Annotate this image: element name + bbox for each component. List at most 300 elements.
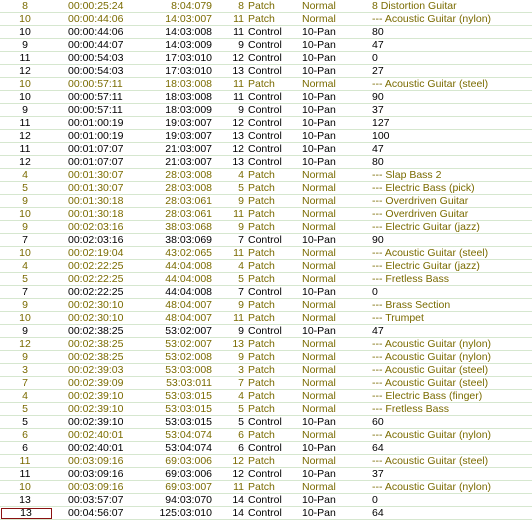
event-row[interactable] [0, 13, 532, 26]
time-cell[interactable]: 00:02:40:01 [68, 429, 124, 441]
track-cell[interactable]: 11 [19, 455, 31, 467]
event-row[interactable] [0, 104, 532, 117]
track-cell[interactable]: 6 [22, 429, 28, 441]
mbt-cell[interactable]: 14:03:008 [165, 26, 212, 38]
mbt-cell[interactable]: 48:04:007 [165, 299, 212, 311]
channel-cell[interactable]: 4 [238, 169, 244, 181]
event-row[interactable] [0, 273, 532, 286]
time-cell[interactable]: 00:02:03:16 [68, 221, 124, 233]
data2-cell[interactable]: --- Fretless Bass [372, 273, 450, 285]
time-cell[interactable]: 00:02:22:25 [68, 273, 124, 285]
event-row[interactable] [0, 195, 532, 208]
channel-cell[interactable]: 3 [238, 364, 244, 376]
event-row[interactable] [0, 260, 532, 273]
track-cell[interactable]: 9 [22, 104, 28, 116]
channel-cell[interactable]: 13 [232, 156, 244, 168]
time-cell[interactable]: 00:02:30:10 [68, 299, 124, 311]
kind-cell[interactable]: Patch [248, 390, 275, 402]
kind-cell[interactable]: Control [248, 104, 282, 116]
kind-cell[interactable]: Patch [248, 364, 275, 376]
data2-cell[interactable]: --- Acoustic Guitar (nylon) [372, 429, 492, 441]
mbt-cell[interactable]: 28:03:061 [165, 208, 212, 220]
mbt-cell[interactable]: 53:03:015 [165, 416, 212, 428]
event-row[interactable] [0, 39, 532, 52]
kind-cell[interactable]: Patch [248, 78, 275, 90]
data1-cell[interactable]: Normal [302, 195, 336, 207]
channel-cell[interactable]: 4 [238, 260, 244, 272]
data1-cell[interactable]: Normal [302, 299, 336, 311]
event-row[interactable] [0, 325, 532, 338]
track-cell[interactable]: 10 [19, 312, 31, 324]
channel-cell[interactable]: 5 [238, 416, 244, 428]
data1-cell[interactable]: 10-Pan [302, 468, 336, 480]
time-cell[interactable]: 00:01:30:07 [68, 182, 124, 194]
track-cell[interactable]: 5 [22, 403, 28, 415]
track-cell[interactable]: 10 [19, 208, 31, 220]
data2-cell[interactable]: --- Electric Guitar (jazz) [372, 260, 480, 272]
channel-cell[interactable]: 9 [238, 104, 244, 116]
kind-cell[interactable]: Control [248, 130, 282, 142]
channel-cell[interactable]: 11 [233, 13, 244, 25]
kind-cell[interactable]: Patch [248, 195, 275, 207]
mbt-cell[interactable]: 21:03:007 [165, 143, 212, 155]
track-cell[interactable]: 11 [19, 468, 31, 480]
kind-cell[interactable]: Control [248, 65, 282, 77]
data2-cell[interactable]: 80 [372, 26, 384, 38]
track-cell[interactable]: 5 [22, 416, 28, 428]
data1-cell[interactable]: 10-Pan [302, 130, 336, 142]
time-cell[interactable]: 00:00:25:24 [68, 0, 124, 12]
channel-cell[interactable]: 12 [232, 143, 244, 155]
data1-cell[interactable]: Normal [302, 312, 336, 324]
data2-cell[interactable]: --- Slap Bass 2 [372, 169, 442, 181]
mbt-cell[interactable]: 53:03:008 [165, 364, 212, 376]
track-cell[interactable]: 9 [22, 351, 28, 363]
mbt-cell[interactable]: 18:03:009 [165, 104, 212, 116]
event-row-selected[interactable] [0, 507, 532, 520]
data1-cell[interactable]: Normal [302, 182, 336, 194]
track-cell[interactable]: 13 [20, 507, 32, 519]
data1-cell[interactable]: Normal [302, 455, 336, 467]
time-cell[interactable]: 00:02:39:10 [68, 416, 124, 428]
data2-cell[interactable]: 8 Distortion Guitar [372, 0, 457, 12]
channel-cell[interactable]: 7 [238, 234, 244, 246]
mbt-cell[interactable]: 28:03:008 [165, 169, 212, 181]
track-cell[interactable]: 10 [19, 91, 31, 103]
time-cell[interactable]: 00:02:39:09 [68, 377, 124, 389]
kind-cell[interactable]: Control [248, 325, 282, 337]
time-cell[interactable]: 00:04:56:07 [68, 507, 124, 519]
channel-cell[interactable]: 12 [232, 455, 244, 467]
kind-cell[interactable]: Control [248, 468, 282, 480]
channel-cell[interactable]: 9 [238, 351, 244, 363]
time-cell[interactable]: 00:00:54:03 [68, 52, 124, 64]
mbt-cell[interactable]: 18:03:008 [165, 78, 212, 90]
event-row[interactable] [0, 52, 532, 65]
mbt-cell[interactable]: 19:03:007 [165, 117, 212, 129]
kind-cell[interactable]: Patch [248, 221, 275, 233]
time-cell[interactable]: 00:02:38:25 [68, 338, 124, 350]
data2-cell[interactable]: --- Trumpet [372, 312, 424, 324]
event-row[interactable] [0, 156, 532, 169]
event-row[interactable] [0, 390, 532, 403]
channel-cell[interactable]: 4 [238, 390, 244, 402]
event-row[interactable] [0, 26, 532, 39]
time-cell[interactable]: 00:02:38:25 [68, 325, 124, 337]
time-cell[interactable]: 00:01:07:07 [68, 156, 124, 168]
mbt-cell[interactable]: 17:03:010 [165, 65, 212, 77]
time-cell[interactable]: 00:02:39:10 [68, 390, 124, 402]
data2-cell[interactable]: 100 [372, 130, 390, 142]
data1-cell[interactable]: Normal [302, 403, 336, 415]
data2-cell[interactable]: 80 [372, 156, 384, 168]
event-row[interactable] [0, 494, 532, 507]
mbt-cell[interactable]: 28:03:008 [165, 182, 212, 194]
time-cell[interactable]: 00:02:40:01 [68, 442, 124, 454]
event-row[interactable] [0, 65, 532, 78]
kind-cell[interactable]: Patch [248, 208, 275, 220]
data1-cell[interactable]: Normal [302, 221, 336, 233]
track-cell[interactable]: 12 [19, 65, 31, 77]
event-row[interactable] [0, 247, 532, 260]
track-cell[interactable]: 10 [19, 481, 31, 493]
time-cell[interactable]: 00:00:57:11 [68, 91, 123, 103]
data1-cell[interactable]: Normal [302, 429, 336, 441]
event-row[interactable] [0, 364, 532, 377]
channel-cell[interactable]: 12 [232, 52, 244, 64]
data2-cell[interactable]: --- Overdriven Guitar [372, 208, 469, 220]
kind-cell[interactable]: Control [248, 286, 282, 298]
time-cell[interactable]: 00:02:22:25 [68, 286, 124, 298]
track-cell[interactable]: 12 [19, 338, 31, 350]
channel-cell[interactable]: 12 [232, 468, 244, 480]
mbt-cell[interactable]: 21:03:007 [165, 156, 212, 168]
mbt-cell[interactable]: 44:04:008 [165, 286, 212, 298]
time-cell[interactable]: 00:01:30:18 [68, 195, 124, 207]
time-cell[interactable]: 00:03:09:16 [68, 455, 124, 467]
kind-cell[interactable]: Control [248, 26, 282, 38]
event-row[interactable] [0, 0, 532, 13]
data2-cell[interactable]: --- Acoustic Guitar (steel) [372, 377, 489, 389]
mbt-cell[interactable]: 14:03:007 [165, 13, 212, 25]
kind-cell[interactable]: Patch [248, 299, 275, 311]
data2-cell[interactable]: --- Acoustic Guitar (nylon) [372, 351, 492, 363]
channel-cell[interactable]: 11 [233, 312, 244, 324]
channel-cell[interactable]: 7 [238, 286, 244, 298]
mbt-cell[interactable]: 53:02:007 [165, 338, 212, 350]
time-cell[interactable]: 00:02:03:16 [68, 234, 124, 246]
channel-cell[interactable]: 11 [233, 208, 244, 220]
data2-cell[interactable]: --- Electric Bass (finger) [372, 390, 483, 402]
time-cell[interactable]: 00:03:09:16 [68, 468, 124, 480]
data2-cell[interactable]: 90 [372, 234, 384, 246]
mbt-cell[interactable]: 53:02:008 [165, 351, 212, 363]
event-row[interactable] [0, 78, 532, 91]
mbt-cell[interactable]: 17:03:010 [165, 52, 212, 64]
mbt-cell[interactable]: 53:03:015 [165, 403, 212, 415]
channel-cell[interactable]: 7 [238, 377, 244, 389]
time-cell[interactable]: 00:02:19:04 [68, 247, 124, 259]
data1-cell[interactable]: Normal [302, 351, 336, 363]
channel-cell[interactable]: 11 [233, 78, 244, 90]
data1-cell[interactable]: Normal [302, 208, 336, 220]
data1-cell[interactable]: Normal [302, 169, 336, 181]
mbt-cell[interactable]: 38:03:069 [165, 234, 212, 246]
channel-cell[interactable]: 9 [238, 39, 244, 51]
track-cell[interactable]: 7 [22, 286, 28, 298]
kind-cell[interactable]: Control [248, 39, 282, 51]
track-cell[interactable]: 10 [19, 78, 31, 90]
data1-cell[interactable]: 10-Pan [302, 442, 336, 454]
mbt-cell[interactable]: 19:03:007 [165, 130, 212, 142]
kind-cell[interactable]: Patch [248, 338, 275, 350]
mbt-cell[interactable]: 53:03:015 [165, 390, 212, 402]
channel-cell[interactable]: 14 [232, 507, 244, 519]
event-row[interactable] [0, 403, 532, 416]
kind-cell[interactable]: Control [248, 52, 282, 64]
data2-cell[interactable]: --- Acoustic Guitar (steel) [372, 455, 489, 467]
data1-cell[interactable]: 10-Pan [302, 26, 336, 38]
data1-cell[interactable]: 10-Pan [302, 325, 336, 337]
channel-cell[interactable]: 13 [232, 130, 244, 142]
kind-cell[interactable]: Control [248, 507, 282, 519]
track-cell[interactable]: 9 [22, 195, 28, 207]
event-row[interactable] [0, 143, 532, 156]
mbt-cell[interactable]: 94:03:070 [165, 494, 212, 506]
event-row[interactable] [0, 91, 532, 104]
data1-cell[interactable]: Normal [302, 78, 336, 90]
kind-cell[interactable]: Patch [248, 351, 275, 363]
data1-cell[interactable]: 10-Pan [302, 91, 336, 103]
mbt-cell[interactable]: 43:02:065 [165, 247, 212, 259]
data2-cell[interactable]: 127 [372, 117, 390, 129]
data2-cell[interactable]: 37 [372, 104, 384, 116]
track-cell[interactable]: 11 [19, 143, 31, 155]
channel-cell[interactable]: 11 [233, 481, 244, 493]
kind-cell[interactable]: Control [248, 416, 282, 428]
track-cell[interactable]: 3 [22, 364, 28, 376]
data1-cell[interactable]: Normal [302, 481, 336, 493]
data2-cell[interactable]: --- Overdriven Guitar [372, 195, 469, 207]
kind-cell[interactable]: Control [248, 117, 282, 129]
data1-cell[interactable]: Normal [302, 390, 336, 402]
channel-cell[interactable]: 5 [238, 403, 244, 415]
track-cell[interactable]: 6 [22, 442, 28, 454]
time-cell[interactable]: 00:02:22:25 [68, 260, 124, 272]
track-cell[interactable]: 4 [22, 260, 28, 272]
track-cell[interactable]: 5 [22, 182, 28, 194]
kind-cell[interactable]: Control [248, 234, 282, 246]
mbt-cell[interactable]: 69:03:006 [165, 455, 212, 467]
data1-cell[interactable]: Normal [302, 260, 336, 272]
kind-cell[interactable]: Control [248, 494, 282, 506]
event-row[interactable] [0, 351, 532, 364]
data1-cell[interactable]: 10-Pan [302, 117, 336, 129]
mbt-cell[interactable]: 8:04:079 [171, 0, 212, 12]
track-cell[interactable]: 7 [22, 234, 28, 246]
kind-cell[interactable]: Control [248, 442, 282, 454]
event-row[interactable] [0, 234, 532, 247]
kind-cell[interactable]: Patch [248, 455, 275, 467]
channel-cell[interactable]: 14 [232, 494, 244, 506]
time-cell[interactable]: 00:02:39:10 [68, 403, 124, 415]
data1-cell[interactable]: Normal [302, 364, 336, 376]
data2-cell[interactable]: --- Electric Bass (pick) [372, 182, 475, 194]
time-cell[interactable]: 00:01:07:07 [68, 143, 124, 155]
mbt-cell[interactable]: 48:04:007 [165, 312, 212, 324]
data1-cell[interactable]: 10-Pan [302, 234, 336, 246]
kind-cell[interactable]: Patch [248, 13, 275, 25]
data2-cell[interactable]: 27 [372, 65, 384, 77]
data2-cell[interactable]: --- Fretless Bass [372, 403, 450, 415]
data1-cell[interactable]: 10-Pan [302, 286, 336, 298]
channel-cell[interactable]: 9 [238, 195, 244, 207]
track-cell[interactable]: 11 [19, 117, 31, 129]
event-row[interactable] [0, 429, 532, 442]
data1-cell[interactable]: Normal [302, 338, 336, 350]
event-row[interactable] [0, 299, 532, 312]
mbt-cell[interactable]: 53:04:074 [165, 429, 212, 441]
data2-cell[interactable]: 37 [372, 468, 384, 480]
time-cell[interactable]: 00:02:30:10 [68, 312, 124, 324]
track-cell[interactable]: 10 [19, 247, 31, 259]
event-row[interactable] [0, 221, 532, 234]
data2-cell[interactable]: --- Acoustic Guitar (steel) [372, 364, 489, 376]
data1-cell[interactable]: 10-Pan [302, 65, 336, 77]
mbt-cell[interactable]: 38:03:068 [165, 221, 212, 233]
channel-cell[interactable]: 13 [232, 338, 244, 350]
mbt-cell[interactable]: 44:04:008 [165, 260, 212, 272]
event-row[interactable] [0, 169, 532, 182]
data2-cell[interactable]: 47 [372, 39, 384, 51]
data1-cell[interactable]: 10-Pan [302, 507, 336, 519]
mbt-cell[interactable]: 53:02:007 [165, 325, 212, 337]
track-cell[interactable]: 12 [19, 130, 31, 142]
track-cell[interactable]: 7 [22, 377, 28, 389]
kind-cell[interactable]: Patch [248, 429, 275, 441]
time-cell[interactable]: 00:02:39:03 [68, 364, 124, 376]
track-cell[interactable]: 10 [19, 13, 31, 25]
data2-cell[interactable]: --- Acoustic Guitar (steel) [372, 247, 489, 259]
track-cell[interactable]: 9 [22, 221, 28, 233]
kind-cell[interactable]: Patch [248, 481, 275, 493]
kind-cell[interactable]: Control [248, 91, 282, 103]
time-cell[interactable]: 00:00:54:03 [68, 65, 124, 77]
event-row[interactable] [0, 117, 532, 130]
data2-cell[interactable]: 0 [372, 52, 378, 64]
event-row[interactable] [0, 130, 532, 143]
track-cell[interactable]: 9 [22, 299, 28, 311]
data2-cell[interactable]: --- Acoustic Guitar (nylon) [372, 13, 492, 25]
channel-cell[interactable]: 9 [238, 221, 244, 233]
mbt-cell[interactable]: 125:03:010 [159, 507, 212, 519]
data2-cell[interactable]: 64 [372, 442, 384, 454]
channel-cell[interactable]: 6 [238, 442, 244, 454]
time-cell[interactable]: 00:01:00:19 [68, 117, 124, 129]
time-cell[interactable]: 00:00:57:11 [68, 104, 123, 116]
track-cell[interactable]: 9 [22, 39, 28, 51]
track-cell[interactable]: 9 [22, 325, 28, 337]
channel-cell[interactable]: 6 [238, 429, 244, 441]
track-cell[interactable]: 8 [22, 0, 28, 12]
data1-cell[interactable]: Normal [302, 377, 336, 389]
data2-cell[interactable]: --- Brass Section [372, 299, 451, 311]
event-row[interactable] [0, 182, 532, 195]
data1-cell[interactable]: Normal [302, 273, 336, 285]
event-row[interactable] [0, 312, 532, 325]
track-cell[interactable]: 13 [19, 494, 31, 506]
track-cell[interactable]: 12 [19, 156, 31, 168]
channel-cell[interactable]: 5 [238, 182, 244, 194]
event-row[interactable] [0, 416, 532, 429]
event-row[interactable] [0, 481, 532, 494]
mbt-cell[interactable]: 53:04:074 [165, 442, 212, 454]
data1-cell[interactable]: 10-Pan [302, 416, 336, 428]
event-row[interactable] [0, 208, 532, 221]
channel-cell[interactable]: 12 [232, 117, 244, 129]
event-row[interactable] [0, 338, 532, 351]
time-cell[interactable]: 00:00:57:11 [68, 78, 123, 90]
mbt-cell[interactable]: 44:04:008 [165, 273, 212, 285]
time-cell[interactable]: 00:00:44:07 [68, 39, 124, 51]
kind-cell[interactable]: Control [248, 143, 282, 155]
channel-cell[interactable]: 9 [238, 299, 244, 311]
mbt-cell[interactable]: 69:03:007 [165, 481, 212, 493]
channel-cell[interactable]: 9 [238, 325, 244, 337]
channel-cell[interactable]: 5 [238, 273, 244, 285]
kind-cell[interactable]: Patch [248, 273, 275, 285]
event-row[interactable] [0, 442, 532, 455]
channel-cell[interactable]: 11 [233, 247, 244, 259]
kind-cell[interactable]: Patch [248, 169, 275, 181]
data2-cell[interactable]: 0 [372, 494, 378, 506]
channel-cell[interactable]: 13 [232, 65, 244, 77]
data1-cell[interactable]: Normal [302, 0, 336, 12]
event-row[interactable] [0, 286, 532, 299]
data2-cell[interactable]: 47 [372, 143, 384, 155]
data2-cell[interactable]: --- Electric Guitar (jazz) [372, 221, 480, 233]
data1-cell[interactable]: 10-Pan [302, 143, 336, 155]
kind-cell[interactable]: Patch [248, 403, 275, 415]
time-cell[interactable]: 00:02:38:25 [68, 351, 124, 363]
event-row[interactable] [0, 377, 532, 390]
data2-cell[interactable]: --- Acoustic Guitar (steel) [372, 78, 489, 90]
data1-cell[interactable]: 10-Pan [302, 39, 336, 51]
track-cell[interactable]: 10 [19, 26, 31, 38]
channel-cell[interactable]: 11 [233, 91, 244, 103]
data2-cell[interactable]: 0 [372, 286, 378, 298]
time-cell[interactable]: 00:01:00:19 [68, 130, 124, 142]
track-cell[interactable]: 4 [22, 169, 28, 181]
kind-cell[interactable]: Patch [248, 247, 275, 259]
kind-cell[interactable]: Patch [248, 182, 275, 194]
track-cell[interactable]: 5 [22, 273, 28, 285]
channel-cell[interactable]: 11 [233, 26, 244, 38]
kind-cell[interactable]: Patch [248, 312, 275, 324]
kind-cell[interactable]: Patch [248, 260, 275, 272]
data1-cell[interactable]: Normal [302, 247, 336, 259]
data1-cell[interactable]: 10-Pan [302, 104, 336, 116]
time-cell[interactable]: 00:00:44:06 [68, 13, 124, 25]
track-cell[interactable]: 11 [19, 52, 31, 64]
data1-cell[interactable]: 10-Pan [302, 156, 336, 168]
mbt-cell[interactable]: 28:03:061 [165, 195, 212, 207]
channel-cell[interactable]: 8 [238, 0, 244, 12]
data2-cell[interactable]: 64 [372, 507, 384, 519]
mbt-cell[interactable]: 14:03:009 [165, 39, 212, 51]
kind-cell[interactable]: Patch [248, 377, 275, 389]
data2-cell[interactable]: 47 [372, 325, 384, 337]
